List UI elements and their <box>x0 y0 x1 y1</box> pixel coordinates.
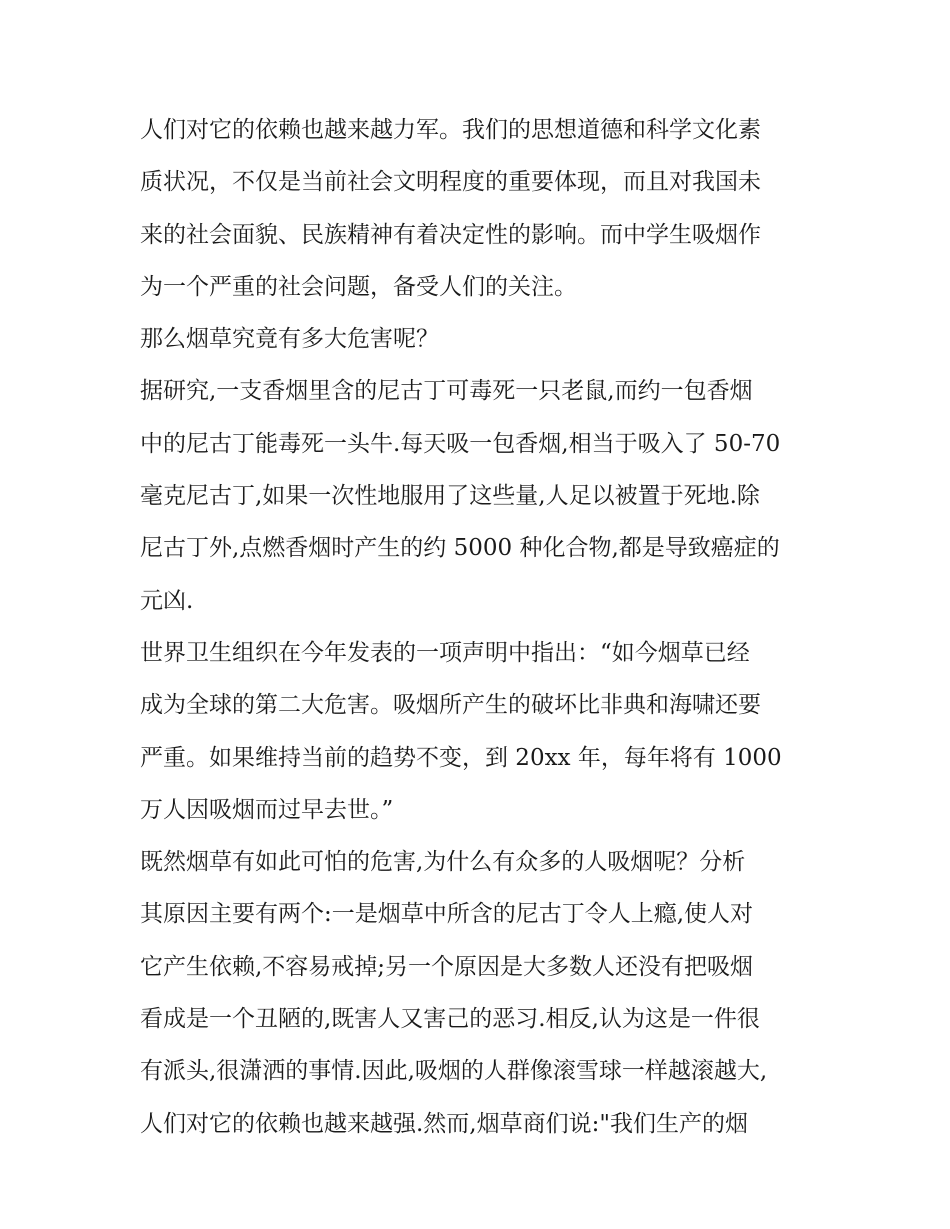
document-body <box>140 104 812 1150</box>
text-line: 那么烟草究竟有多大危害呢？ <box>140 326 439 353</box>
text-line: 看成是一个丑陋的,既害人又害己的恶习.相反,认为这是一件很 <box>140 1006 760 1033</box>
text-line: 它产生依赖,不容易戒掉;另一个原因是大多数人还没有把吸烟 <box>140 953 754 980</box>
text-line: 据研究,一支香烟里含的尼古丁可毒死一只老鼠,而约一包香烟 <box>140 378 753 405</box>
text-line: 人们对它的依赖也越来越强.然而,烟草商们说:"我们生产的烟 <box>140 1110 748 1137</box>
text-line: 人们对它的依赖也越来越力军。我们的思想道德和科学文化素 <box>140 117 761 143</box>
text-line: 来的社会面貌、民族精神有着决定性的影响。而中学生吸烟作 <box>140 221 761 248</box>
text-line: 万人因吸烟而过早去世。” <box>140 796 394 823</box>
text-line: 其原因主要有两个:一是烟草中所含的尼古丁令人上瘾,使人对 <box>140 901 754 928</box>
text-line: 为一个严重的社会问题，备受人们的关注。 <box>140 273 577 300</box>
text-line: 有派头,很潇洒的事情.因此,吸烟的人群像滚雪球一样越滚越大, <box>140 1058 768 1085</box>
text-line: 中的尼古丁能毒死一头牛.每天吸一包香烟,相当于吸入了 50-70 <box>140 430 781 457</box>
text-line: 毫克尼古丁,如果一次性地服用了这些量,人足以被置于死地.除 <box>140 483 760 510</box>
text-line: 既然烟草有如此可怕的危害,为什么有众多的人吸烟呢？分析 <box>140 849 746 876</box>
text-line: 严重。如果维持当前的趋势不变，到 20xx 年，每年将有 1000 <box>140 744 782 771</box>
text-line: 质状况，不仅是当前社会文明程度的重要体现，而且对我国未 <box>140 169 761 196</box>
text-line: 世界卫生组织在今年发表的一项声明中指出：“如今烟草已经 <box>140 639 750 666</box>
text-line: 成为全球的第二大危害。吸烟所产生的破坏比非典和海啸还要 <box>140 692 761 719</box>
text-line: 元凶. <box>140 587 194 614</box>
text-line: 尼古丁外,点燃香烟时产生的约 5000 种化合物,都是导致癌症的 <box>140 535 780 562</box>
